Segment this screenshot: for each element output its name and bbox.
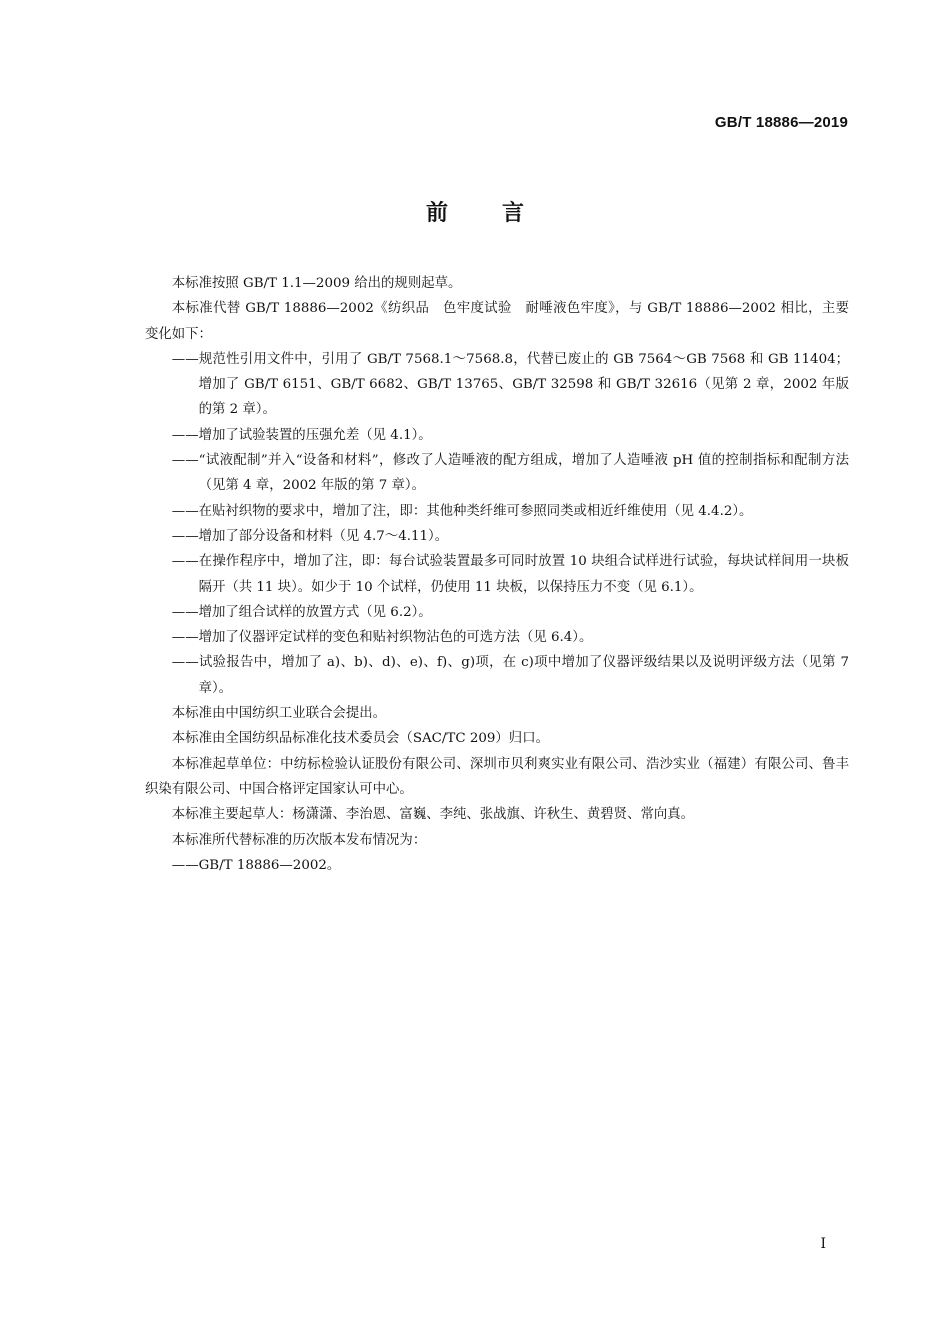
change-item: ——试验报告中，增加了 a)、b)、d)、e)、f)、g)项，在 c)项中增加了仪器评级结果以及说明评级方法（见第 7 章）。 (171, 655, 849, 696)
paragraph-proposer: 本标准由中国纺织工业联合会提出。 (171, 706, 387, 722)
change-item: ——在贴衬织物的要求中，增加了注，即：其他种类纤维可参照同类或相近纤维使用（见 4.4.2）。 (171, 503, 753, 519)
change-item: ——增加了组合试样的放置方式（见 6.2）。 (171, 604, 432, 620)
change-item: ——增加了试验装置的压强允差（见 4.1）。 (171, 427, 432, 443)
paragraph-replacement: 本标准代替 GB/T 18886—2002《纺织品 色牢度试验 耐唾液色牢度》，与 GB/T 18886—2002 相比，主要变化如下： (145, 301, 849, 342)
page-number: I (820, 1236, 826, 1252)
paragraph-history: 本标准所代替标准的历次版本发布情况为： (171, 832, 427, 848)
paragraph-drafting-units: 本标准起草单位：中纺标检验认证股份有限公司、深圳市贝利爽实业有限公司、浩沙实业（福建）有限公司、鲁丰织染有限公司、中国合格评定国家认可中心。 (145, 756, 849, 797)
change-item: ——在操作程序中，增加了注，即：每台试验装置最多可同时放置 10 块组合试样进行试验，每块试样间用一块板隔开（共 11 块）。如少于 10 个试样，仍使用 11 块板，以保持压力不变（见 6.1）。 (171, 554, 849, 595)
foreword-body (145, 271, 849, 878)
standard-code: GB/T 18886—2019 (714, 114, 848, 131)
paragraph-drafting-rules: 本标准按照 GB/T 1.1—2009 给出的规则起草。 (171, 276, 462, 291)
change-item: ——增加了部分设备和材料（见 4.7～4.11）。 (171, 528, 449, 544)
paragraph-committee: 本标准由全国纺织品标准化技术委员会（SAC/TC 209）归口。 (171, 731, 549, 747)
page-title: 前言 (425, 201, 578, 226)
change-item: ——规范性引用文件中，引用了 GB/T 7568.1～7568.8，代替已废止的 GB 7564～GB 7568 和 GB 11404；增加了 GB/T 6151、GB/T 6682、GB/T 13765、GB/T 32598 和 GB/T 32616（见第 2 章，2002 年版的第 2 章）。 (171, 351, 849, 418)
change-item: ——“试液配制”并入“设备和材料”，修改了人造唾液的配方组成，增加了人造唾液 pH 值的控制指标和配制方法（见第 4 章，2002 年版的第 7 章）。 (171, 453, 849, 494)
history-item: ——GB/T 18886—2002。 (171, 857, 341, 873)
paragraph-drafters: 本标准主要起草人：杨潇潇、李治恩、富巍、李纯、张战旗、许秋生、黄碧贤、常向真。 (171, 807, 695, 823)
change-item: ——增加了仪器评定试样的变色和贴衬织物沾色的可选方法（见 6.4）。 (171, 630, 593, 646)
